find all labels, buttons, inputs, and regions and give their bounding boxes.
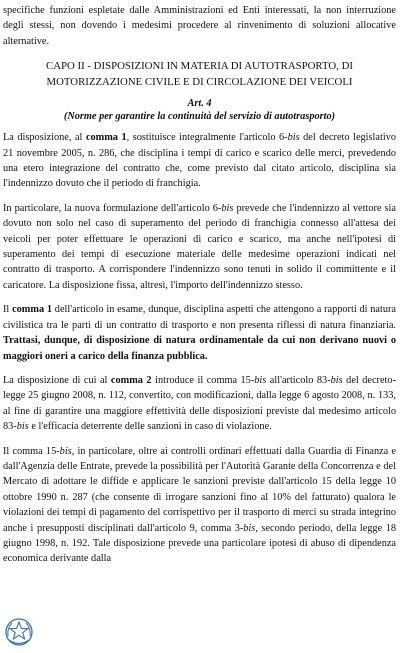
article-number: Art. 4 bbox=[187, 98, 212, 110]
paragraph-1: La disposizione, al comma 1, sostituisce integralmente l'articolo 6-bis del decreto legislativo 21 novembre 2005, n. 286, che disciplina i tempi di carico e scarico delle merci, prevedendo una etero integrazione del contratto che, come previsto dal citato articolo, disciplina sia l'indennizzo dovuto che il periodo di franchigia. bbox=[3, 132, 396, 190]
state-emblem-icon bbox=[4, 616, 34, 648]
document-body bbox=[3, 3, 396, 567]
paragraph-5: Il comma 15-bis, in particolare, oltre ai controlli ordinari effettuati dalla Guardia di Finanza e dall'Agenzia delle Entrate, prevede la possibilità per l'Autorità Garante della Concorrenza e del Mercato di adottare le diffide e applicare le sanzioni previste dall'articolo 15 della legge 10 ottobre 1990 n. 287 (che consente di irrogare sanzioni fino al 10% del fatturato) qualora le violazioni dei tempi di pagamento del corrispettivo per il trasporto di merci su strada integrino anche i presupposti disciplinati dall'articolo 9, comma 3-bis, secondo periodo, della legge 18 giugno 1998, n. 192. Tale disposizione prevede una particolare ipotesi di abuso di dipendenza economica derivante dalla bbox=[3, 445, 396, 565]
chapter-title: CAPO II - DISPOSIZIONI IN MATERIA DI AUTOTRASPORTO, DI MOTORIZZAZIONE CIVILE E DI CIRCOLAZIONE DEI VEICOLI bbox=[46, 60, 353, 89]
intro-paragraph: specifiche funzioni espletate dalle Amministrazioni ed Enti interessati, la non interruzione degli stessi, non dovendo i medesimi procedere al rinvenimento di soluzioni allocative alternative. bbox=[3, 5, 396, 47]
paragraph-2: In particolare, la nuova formulazione dell'articolo 6-bis prevede che l'indennizzo al vettore sia dovuto non solo nel caso di superamento del periodo di franchigia connesso all'attesa dei veicoli per poter effettuare le operazioni di carico e scarico, ma anche nell'ipotesi di superamento dei tempi di esecuzione materiale delle medesime operazioni indicati nel contratto di trasporto. A corrispondere l'indennizzo sono tenuti in solido il committente e il caricatore. La disposizione fissa, altresì, l'importo dell'indennizzo stesso. bbox=[3, 202, 396, 291]
article-subtitle: (Norme per garantire la continuità del servizio di autotrasporto) bbox=[63, 111, 336, 123]
paragraph-3: Il comma 1 dell'articolo in esame, dunque, disciplina aspetti che attengono a rapporti di natura civilistica tra le parti di un contratto di trasporto e non presenta riflessi di natura finanziaria. Trattasi, dunque, di disposizione di natura ordinamentale da cui non derivano nuovi o maggiori oneri a carico della finanza pubblica. bbox=[3, 304, 396, 362]
paragraph-4: La disposizione di cui al comma 2 introduce il comma 15-bis all'articolo 83-bis del decreto-legge 25 giugno 2008, n. 112, convertito, con modificazioni, dalla legge 6 agosto 2008, n. 133, al fine di garantire una maggiore effettività delle disposizioni previste dal medesimo articolo 83-bis e l'efficacia deterrente delle sanzioni in caso di violazione. bbox=[3, 374, 396, 433]
